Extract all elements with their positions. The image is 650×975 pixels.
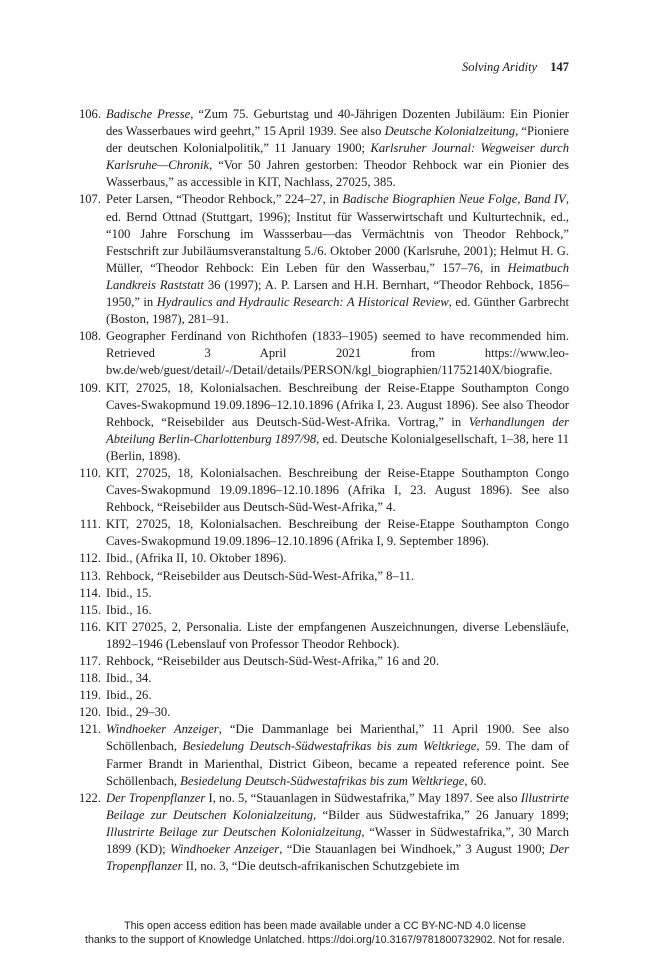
- endnote: [72, 619, 569, 653]
- text-segment: KIT 27025, 2, Personalia. Liste der empfangenen Auszeichnungen, diverse Lebensläufe, 1892–1946 (Lebenslauf von Professor Theodor Rehbock).: [106, 619, 569, 651]
- page-number: 147: [550, 60, 569, 74]
- text-segment: Ibid., 15.: [106, 585, 152, 600]
- endnote: [72, 328, 569, 379]
- endnote: [72, 653, 569, 670]
- endnote-text: [106, 687, 569, 704]
- text-segment: , “Bilder aus Südwestafrika,” 26 January 1899;: [313, 807, 569, 822]
- text-segment: , ed. Deutsche Kolonialgesellschaft, 1–38, here 11 (Berlin, 1898).: [106, 431, 569, 463]
- italic-title: Karlsruher Journal: Wegweiser durch Karlsruhe—Chronik: [106, 141, 569, 173]
- endnote-number: 111.: [79, 517, 101, 532]
- endnote-number: 112.: [79, 551, 101, 566]
- endnote: [72, 106, 569, 191]
- endnote-number: 108.: [78, 329, 101, 344]
- text-segment: Ibid., 29–30.: [106, 705, 171, 720]
- endnote-text: [106, 670, 569, 687]
- endnote-text: [106, 106, 569, 191]
- endnote: [72, 721, 569, 789]
- endnote: [72, 550, 569, 567]
- endnote: [72, 380, 569, 465]
- text-segment: Ibid., 16.: [106, 602, 152, 617]
- italic-title: Hydraulics and Hydraulic Research: A Historical Review: [156, 295, 449, 310]
- endnote-text: [106, 619, 569, 653]
- italic-title: Deutsche Kolonialzeitung: [384, 124, 516, 139]
- endnote-text: [106, 585, 569, 602]
- endnote: [72, 516, 569, 550]
- text-segment: Geographer Ferdinand von Richthofen (1833–1905) seemed to have recommended him. Retrieved 3 April 2021 from https://www.leo-bw.de/web/guest/detail/-/Detail/details/PERSON/kgl_biographien/11752140X/biografie.: [106, 329, 569, 378]
- license-line-2: thanks to the support of Knowledge Unlatched. https://doi.org/10.3167/9781800732902. Not for resale.: [85, 934, 565, 946]
- endnote: [72, 670, 569, 687]
- text-segment: , 59. The dam of Farmer Brandt in Marienthal, District Gibeon, became a repeated reference point. See Schöllenbach,: [106, 739, 569, 788]
- running-head: [462, 60, 569, 75]
- endnote-number: 116.: [79, 619, 101, 634]
- endnote-number: 118.: [79, 671, 101, 686]
- text-segment: Peter Larsen, “Theodor Rehbock,” 224–27, in: [106, 192, 343, 207]
- endnote-text: [106, 602, 569, 619]
- endnotes-list: [72, 106, 569, 875]
- endnote-number: 114.: [79, 585, 101, 600]
- endnote-number: 107.: [78, 192, 101, 207]
- endnote-number: 119.: [79, 688, 101, 703]
- text-segment: Ibid., 34.: [106, 671, 152, 686]
- endnote-text: [106, 380, 569, 465]
- running-head-title: Solving Aridity: [462, 60, 538, 74]
- italic-title: Illustrirte Beilage zur Deutschen Kolonialzeitung: [106, 790, 569, 822]
- endnote-number: 115.: [79, 602, 101, 617]
- text-segment: Ibid., 26.: [106, 688, 152, 703]
- endnote-text: [106, 568, 569, 585]
- text-segment: , ed. Bernd Ottnad (Stuttgart, 1996); Institut für Wasserwirtschaft und Kulturtechnik, ed., “100 Jahre Forschung im Wassserbau—das Vermächtnis von Theodor Rehbock,” Festschrift zur Jubiläumsveranstaltung 5./6. Oktober 2000 (Karlsruhe, 2001); Helmut H. G. Müller, “Theodor Rehbock: Ein Leben für den Wasserbau,” 157–76, in: [106, 192, 569, 275]
- italic-title: Windhoeker Anzeiger: [106, 722, 219, 737]
- italic-title: Windhoeker Anzeiger: [170, 842, 280, 857]
- endnote-number: 120.: [78, 705, 101, 720]
- endnote-text: [106, 721, 569, 789]
- endnote-number: 113.: [79, 568, 101, 583]
- text-segment: II, no. 3, “Die deutsch-afrikanischen Schutzgebiete im: [182, 859, 460, 874]
- italic-title: Der Tropenpflanzer: [106, 790, 206, 805]
- text-segment: KIT, 27025, 18, Kolonialsachen. Beschreibung der Reise-Etappe Southampton Congo Caves-Swakopmund 19.09.1896–12.10.1896 (Afrika I, 23. August 1896). See also Theodor Rehbock, “Reisebilder aus Deutsch-Süd-West-Afrika. Vortrag,” in: [106, 380, 569, 429]
- endnote-text: [106, 653, 569, 670]
- endnote-text: [106, 328, 569, 379]
- endnote: [72, 602, 569, 619]
- endnote-text: [106, 790, 569, 875]
- text-segment: KIT, 27025, 18, Kolonialsachen. Beschreibung der Reise-Etappe Southampton Congo Caves-Swakopmund 19.09.1896–12.10.1896 (Afrika I, 9. September 1896).: [106, 517, 569, 549]
- endnote: [72, 465, 569, 516]
- italic-title: Besiedelung Deutsch-Südwestafrikas bis zum Weltkriege: [182, 739, 477, 754]
- text-segment: 36 (1997); A. P. Larsen and H.H. Bernhart, “Theodor Rehbock, 1856–1950,” in: [106, 277, 570, 310]
- text-segment: , “Pioniere der deutschen Kolonialpolitik,” 11 January 1900;: [106, 124, 569, 156]
- italic-title: Besiedelung Deutsch-Südwestafrikas bis zum Weltkriege: [180, 773, 465, 788]
- text-segment: Rehbock, “Reisebilder aus Deutsch-Süd-West-Afrika,” 8–11.: [106, 568, 415, 583]
- endnote: [72, 687, 569, 704]
- license-line-1: This open access edition has been made available under a CC BY-NC-ND 4.0 license: [124, 920, 526, 932]
- text-segment: KIT, 27025, 18, Kolonialsachen. Beschreibung der Reise-Etappe Southampton Congo Caves-Swakopmund 19.09.1896–12.10.1896 (Afrika I, 23. August 1896). See also Rehbock, “Reisebilder aus Deutsch-Süd-West-Afrika,” 4.: [106, 465, 569, 515]
- italic-title: Illustrirte Beilage zur Deutschen Kolonialzeitung: [106, 824, 362, 839]
- endnote-number: 122.: [78, 790, 101, 805]
- text-segment: , “Vor 50 Jahren gestorben: Theodor Rehbock war ein Pionier des Wasserbaus,” as accessible in KIT, Nachlass, 27025, 385.: [106, 158, 569, 190]
- text-segment: Rehbock, “Reisebilder aus Deutsch-Süd-West-Afrika,” 16 and 20.: [106, 654, 439, 668]
- endnote: [72, 191, 569, 328]
- endnote: [72, 568, 569, 585]
- license-footer: [0, 919, 650, 947]
- endnote-text: [106, 516, 569, 550]
- endnote: [72, 790, 569, 875]
- text-segment: , “Die Dammanlage bei Marienthal,” 11 April 1900. See also Schöllenbach,: [106, 722, 570, 754]
- text-segment: I, no. 5, “Stauanlagen in Südwestafrika,” May 1897. See also: [205, 790, 521, 805]
- text-segment: , ed. Günther Garbrecht (Boston, 1987), 281–91.: [106, 295, 569, 327]
- endnote-text: [106, 704, 569, 721]
- italic-title: Der Tropenpflanzer: [106, 842, 570, 874]
- text-segment: , “Zum 75. Geburtstag und 40-Jährigen Dozenten Jubiläum: Ein Pionier des Wasserbaues wird geehrt,” 15 April 1939. See also: [106, 107, 569, 139]
- text-segment: , “Die Stauanlagen bei Windhoek,” 3 August 1900;: [279, 842, 550, 857]
- endnote-number: 117.: [79, 654, 101, 668]
- italic-title: Verhandlungen der Abteilung Berlin-Charlottenburg 1897/98: [106, 414, 569, 446]
- text-segment: Ibid., (Afrika II, 10. Oktober 1896).: [106, 551, 287, 566]
- endnote-number: 110.: [79, 465, 101, 480]
- italic-title: Heimatbuch Landkreis Raststatt: [106, 260, 569, 292]
- endnote: [72, 704, 569, 721]
- text-segment: , 60.: [464, 773, 487, 788]
- endnote-number: 109.: [78, 380, 101, 395]
- endnote-text: [106, 191, 569, 328]
- endnote-number: 106.: [78, 107, 101, 121]
- endnote-text: [106, 465, 569, 516]
- italic-title: Badische Presse: [106, 107, 191, 121]
- text-segment: , “Wasser in Südwestafrika,”, 30 March 1899 (KD);: [106, 824, 569, 857]
- italic-title: Badische Biographien Neue Folge, Band IV: [342, 192, 566, 207]
- endnote: [72, 585, 569, 602]
- endnote-number: 121.: [78, 722, 101, 737]
- endnote-text: [106, 550, 569, 567]
